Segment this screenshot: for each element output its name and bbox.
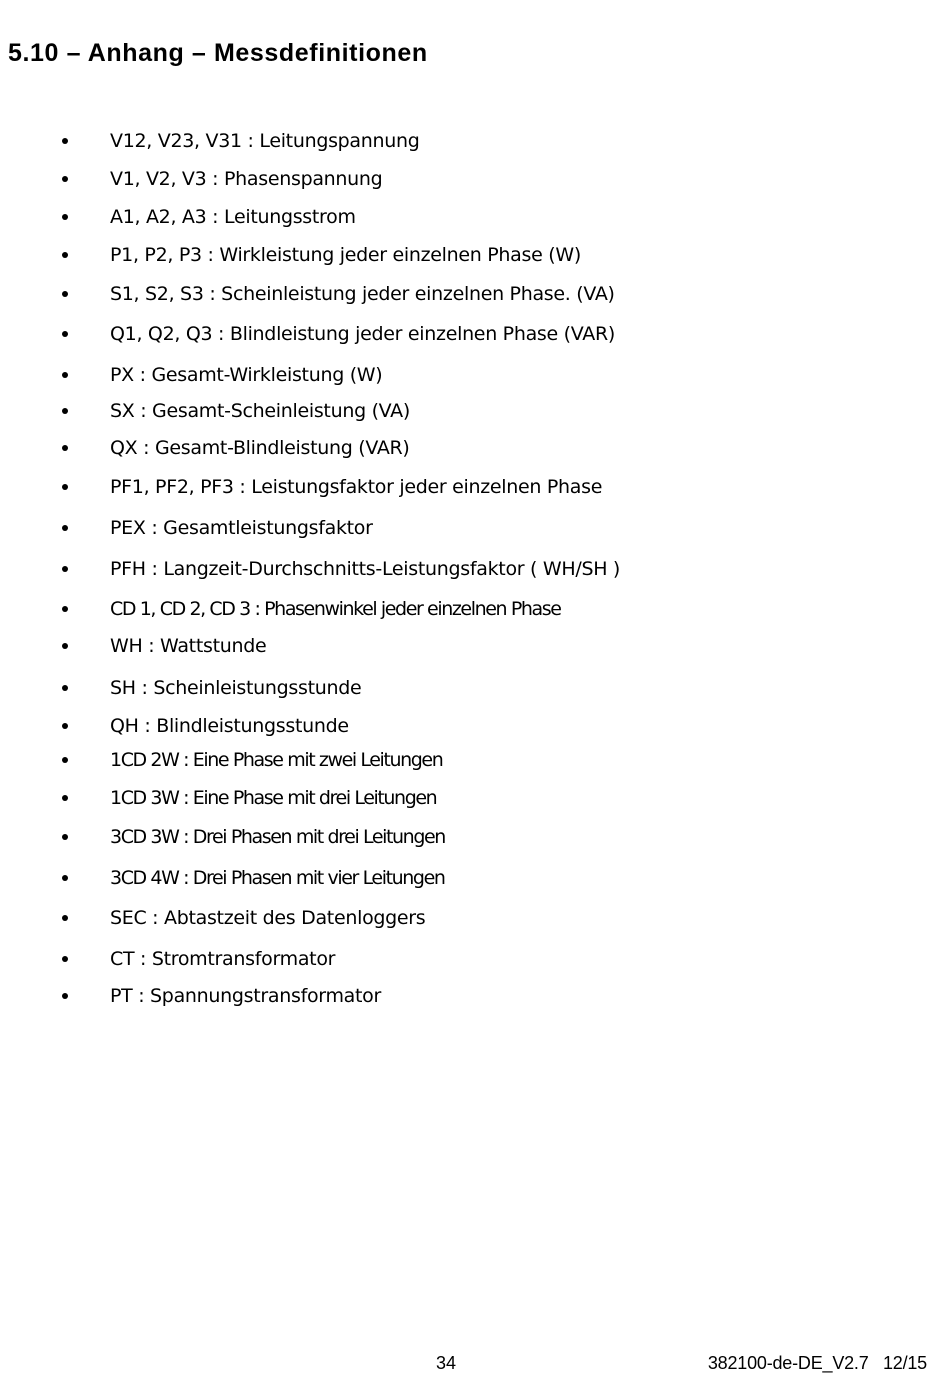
bullet-icon xyxy=(62,757,68,763)
bullet-icon xyxy=(62,445,68,451)
definition-text: S1, S2, S3 : Scheinleistung jeder einzelnen Phase. (VA) xyxy=(110,283,615,305)
bullet-icon xyxy=(62,685,68,691)
bullet-icon xyxy=(62,372,68,378)
list-item xyxy=(0,746,900,774)
definition-text: QH : Blindleistungsstunde xyxy=(110,715,349,737)
bullet-icon xyxy=(62,566,68,572)
bullet-icon xyxy=(62,138,68,144)
list-item xyxy=(0,434,900,462)
list-item xyxy=(0,127,900,155)
bullet-icon xyxy=(62,252,68,258)
list-item xyxy=(0,712,900,740)
bullet-icon xyxy=(62,214,68,220)
definition-text: SX : Gesamt-Scheinleistung (VA) xyxy=(110,400,410,422)
definition-text: QX : Gesamt-Blindleistung (VAR) xyxy=(110,437,410,459)
list-item xyxy=(0,784,900,812)
bullet-icon xyxy=(62,484,68,490)
page-number: 34 xyxy=(436,1353,457,1373)
bullet-icon xyxy=(62,875,68,881)
bullet-icon xyxy=(62,795,68,801)
bullet-icon xyxy=(62,176,68,182)
bullet-icon xyxy=(62,993,68,999)
list-item xyxy=(0,674,900,702)
definition-text: 3CD 3W : Drei Phasen mit drei Leitungen xyxy=(110,826,445,848)
bullet-icon xyxy=(62,956,68,962)
definition-text: SH : Scheinleistungsstunde xyxy=(110,677,362,699)
definition-text: A1, A2, A3 : Leitungsstrom xyxy=(110,206,356,228)
definition-text: 3CD 4W : Drei Phasen mit vier Leitungen xyxy=(110,867,445,889)
definition-text: PT : Spannungstransformator xyxy=(110,985,382,1007)
list-item xyxy=(0,555,900,583)
definition-text: 1CD 2W : Eine Phase mit zwei Leitungen xyxy=(110,749,443,771)
bullet-icon xyxy=(62,525,68,531)
bullet-icon xyxy=(62,834,68,840)
list-item xyxy=(0,165,900,193)
definition-text: Q1, Q2, Q3 : Blindleistung jeder einzelnen Phase (VAR) xyxy=(110,323,615,345)
bullet-icon xyxy=(62,643,68,649)
document-reference: 382100-de-DE_V2.7 12/15 xyxy=(707,1353,927,1373)
definition-text: CT : Stromtransformator xyxy=(110,948,336,970)
definition-text: PFH : Langzeit-Durchschnitts-Leistungsfaktor ( WH/SH ) xyxy=(110,558,621,580)
list-item xyxy=(0,982,900,1010)
definition-text: CD 1, CD 2, CD 3 : Phasenwinkel jeder einzelnen Phase xyxy=(110,598,561,620)
list-item xyxy=(0,632,900,660)
list-item xyxy=(0,823,900,851)
bullet-icon xyxy=(62,331,68,337)
definition-text: SEC : Abtastzeit des Datenloggers xyxy=(110,907,426,929)
definition-text: PF1, PF2, PF3 : Leistungsfaktor jeder einzelnen Phase xyxy=(110,476,603,498)
definition-text: WH : Wattstunde xyxy=(110,635,267,657)
list-item xyxy=(0,904,900,932)
definition-text: PX : Gesamt-Wirkleistung (W) xyxy=(110,364,383,386)
list-item xyxy=(0,320,900,348)
bullet-icon xyxy=(62,291,68,297)
definition-text: V12, V23, V31 : Leitungspannung xyxy=(110,130,420,152)
list-item xyxy=(0,280,900,308)
list-item xyxy=(0,864,900,892)
definition-text: PEX : Gesamtleistungsfaktor xyxy=(110,517,373,539)
definition-text: V1, V2, V3 : Phasenspannung xyxy=(110,168,383,190)
bullet-icon xyxy=(62,723,68,729)
bullet-icon xyxy=(62,408,68,414)
list-item xyxy=(0,397,900,425)
section-title: 5.10 – Anhang – Messdefinitionen xyxy=(8,39,428,67)
list-item xyxy=(0,361,900,389)
definition-text: 1CD 3W : Eine Phase mit drei Leitungen xyxy=(110,787,437,809)
list-item xyxy=(0,241,900,269)
list-item xyxy=(0,945,900,973)
list-item xyxy=(0,203,900,231)
bullet-icon xyxy=(62,915,68,921)
list-item xyxy=(0,514,900,542)
list-item xyxy=(0,595,900,623)
list-item xyxy=(0,473,900,501)
definition-text: P1, P2, P3 : Wirkleistung jeder einzelnen Phase (W) xyxy=(110,244,581,266)
bullet-icon xyxy=(62,606,68,612)
